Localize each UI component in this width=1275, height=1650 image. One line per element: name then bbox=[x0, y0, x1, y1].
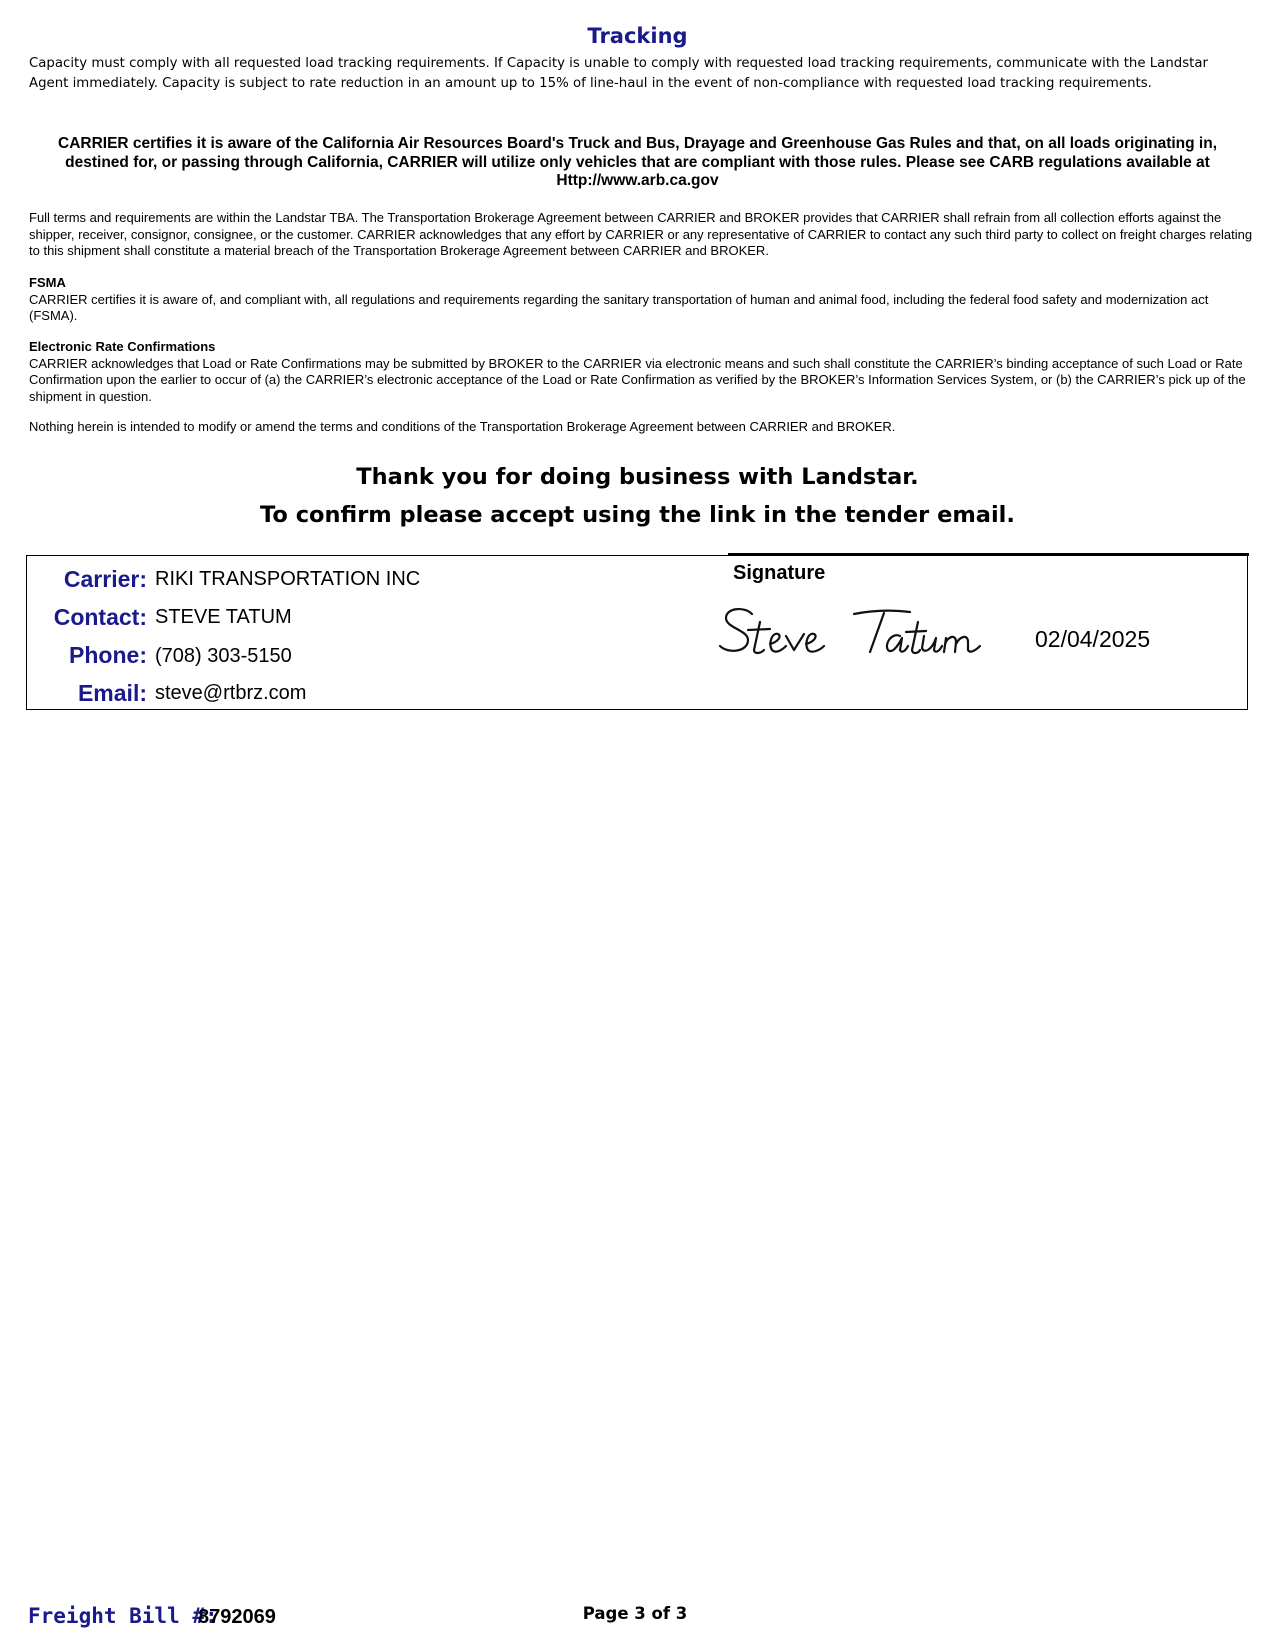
thank-you-message bbox=[0, 458, 1275, 534]
carrier-name: RIKI TRANSPORTATION INC bbox=[155, 568, 421, 590]
tracking-heading: Tracking bbox=[587, 24, 688, 48]
email-label: Email: bbox=[77, 680, 147, 706]
confirm-instruction-line: To confirm please accept using the link in the tender email. bbox=[260, 502, 1015, 528]
handwritten-signature bbox=[714, 600, 1004, 660]
terms-paragraph: Full terms and requirements are within the Landstar TBA. The Transportation Brokerage Agreement between CARRIER and BROKER provides that CARRIER shall refrain from all collection efforts against the shipper, receiver, consignor, consignee, or the customer. CARRIER acknowledges that any effort by CARRIER or any representative of CARRIER to contact any such third party to collect on freight charges relating to this shipment shall constitute a material breach of the Transportation Brokerage Agreement between CARRIER and BROKER. bbox=[29, 210, 1253, 258]
tracking-paragraph: Capacity must comply with all requested load tracking requirements. If Capacity is unable to comply with requested load tracking requirements, communicate with the Landstar Agent immediately. Capacity is subject to rate reduction in an amount up to 15% of line-haul in the event of non-compliance with requested load tracking requirements. bbox=[29, 56, 1208, 91]
signature-date: 02/04/2025 bbox=[1035, 626, 1151, 652]
page-number: Page 3 of 3 bbox=[582, 1604, 688, 1623]
carrier-label: Carrier: bbox=[63, 566, 147, 592]
phone-number: (708) 303-5150 bbox=[155, 645, 292, 667]
contact-label: Contact: bbox=[53, 604, 147, 630]
signature-box-top-border bbox=[728, 553, 1249, 556]
signature-label: Signature bbox=[733, 562, 826, 584]
erc-section bbox=[29, 339, 1254, 405]
fsma-section bbox=[29, 275, 1254, 325]
phone-label: Phone: bbox=[69, 642, 147, 668]
nothing-herein-paragraph: Nothing herein is intended to modify or amend the terms and conditions of the Transportation Brokerage Agreement between CARRIER and BROKER. bbox=[29, 419, 896, 434]
freight-bill-label: Freight Bill #: bbox=[28, 1604, 218, 1628]
contact-name: STEVE TATUM bbox=[155, 606, 292, 628]
carb-certification-paragraph: CARRIER certifies it is aware of the California Air Resources Board's Truck and Bus, Drayage and Greenhouse Gas Rules and that, on all loads originating in, destined for, or passing through California, CARRIER will utilize only vehicles that are compliant with those rules. Please see CARB regulations available at Http://www.arb.ca.gov bbox=[58, 135, 1217, 189]
fsma-heading: FSMA bbox=[29, 275, 66, 290]
thank-you-line: Thank you for doing business with Landstar. bbox=[356, 464, 919, 490]
freight-bill-number: 8792069 bbox=[198, 1606, 276, 1628]
email-address: steve@rtbrz.com bbox=[155, 682, 307, 704]
erc-paragraph: CARRIER acknowledges that Load or Rate Confirmations may be submitted by BROKER to the CARRIER via electronic means and such shall constitute the CARRIER’s binding acceptance of such Load or Rate Confirmation upon the earlier to occur of (a) the CARRIER’s electronic acceptance of the Load or Rate Confirmation as verified by the BROKER’s Information Services System, or (b) the CARRIER’s pick up of the shipment in question. bbox=[29, 355, 1246, 404]
erc-heading: Electronic Rate Confirmations bbox=[29, 339, 216, 354]
fsma-paragraph: CARRIER certifies it is aware of, and compliant with, all regulations and requirements regarding the sanitary transportation of human and animal food, including the federal food safety and modernization act (FSMA). bbox=[29, 291, 1209, 323]
